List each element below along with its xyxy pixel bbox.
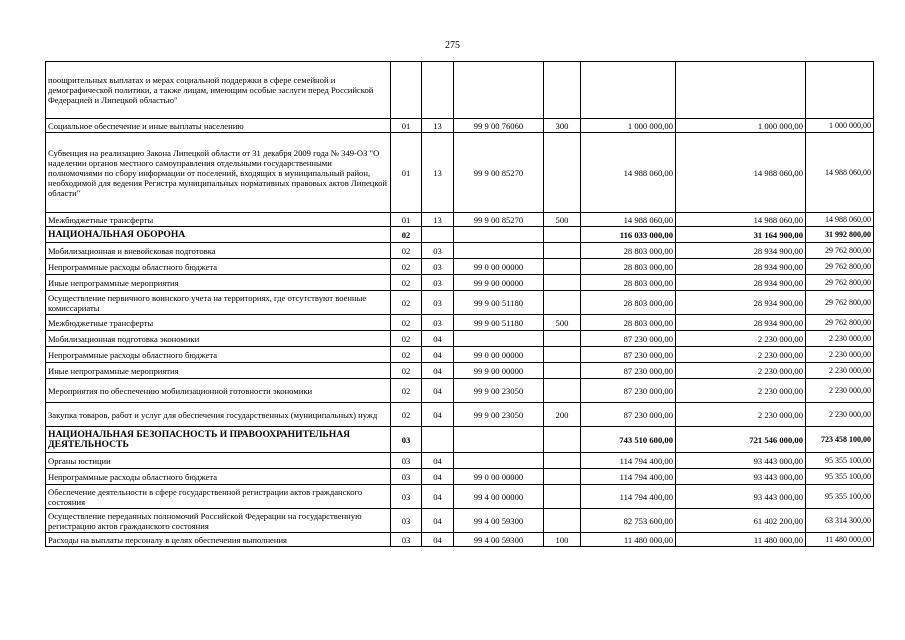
row-section-cell: 02 (391, 379, 422, 403)
table-row (46, 427, 874, 453)
table-row (46, 243, 874, 259)
row-amount-year1-cell: 87 230 000,00 (581, 379, 676, 403)
row-section-cell: 02 (391, 259, 422, 275)
row-expense-type-cell (544, 347, 581, 363)
row-name-cell: Осуществление переданных полномочий Российской Федерации на государственную регистрацию актов гражданского состояния (46, 509, 391, 533)
row-amount-year2-cell: 93 443 000,00 (676, 453, 806, 469)
row-amount-year3-cell: 95 355 100,00 (806, 469, 874, 485)
row-name-cell: НАЦИОНАЛЬНАЯ ОБОРОНА (46, 227, 391, 243)
row-target-article-cell: 99 0 00 00000 (454, 347, 544, 363)
table-row (46, 403, 874, 427)
row-amount-year2-cell: 2 230 000,00 (676, 379, 806, 403)
row-amount-year1-cell: 116 033 000,00 (581, 227, 676, 243)
row-amount-year1-cell: 114 794 400,00 (581, 485, 676, 509)
row-name-cell: Расходы на выплаты персоналу в целях обеспечения выполнения (46, 533, 391, 547)
row-amount-year1-cell: 28 803 000,00 (581, 259, 676, 275)
row-amount-year3-cell: 31 992 800,00 (806, 227, 874, 243)
table-row (46, 347, 874, 363)
row-name-cell: НАЦИОНАЛЬНАЯ БЕЗОПАСНОСТЬ И ПРАВООХРАНИТЕЛЬНАЯ ДЕЯТЕЛЬНОСТЬ (46, 427, 391, 453)
row-amount-year3-cell: 2 230 000,00 (806, 331, 874, 347)
row-amount-year3-cell: 2 230 000,00 (806, 363, 874, 379)
row-amount-year2-cell: 14 988 060,00 (676, 133, 806, 213)
row-subsection-cell: 04 (422, 485, 454, 509)
row-subsection-cell: 03 (422, 291, 454, 315)
row-amount-year2-cell: 93 443 000,00 (676, 469, 806, 485)
row-section-cell: 02 (391, 331, 422, 347)
row-target-article-cell (454, 62, 544, 119)
row-amount-year2-cell: 14 988 060,00 (676, 213, 806, 227)
row-section-cell (391, 62, 422, 119)
row-section-cell: 02 (391, 243, 422, 259)
row-section-cell: 03 (391, 533, 422, 547)
row-subsection-cell: 04 (422, 469, 454, 485)
row-name-cell: Органы юстиции (46, 453, 391, 469)
row-subsection-cell (422, 62, 454, 119)
row-subsection-cell: 04 (422, 403, 454, 427)
row-amount-year2-cell (676, 62, 806, 119)
row-amount-year2-cell: 28 934 900,00 (676, 291, 806, 315)
row-expense-type-cell (544, 275, 581, 291)
row-amount-year3-cell: 95 355 100,00 (806, 453, 874, 469)
table-row (46, 509, 874, 533)
row-expense-type-cell (544, 509, 581, 533)
row-subsection-cell: 04 (422, 533, 454, 547)
row-target-article-cell: 99 9 00 51180 (454, 315, 544, 331)
row-name-cell: Иные непрограммные мероприятия (46, 275, 391, 291)
row-amount-year1-cell: 743 510 600,00 (581, 427, 676, 453)
row-amount-year2-cell: 28 934 900,00 (676, 259, 806, 275)
row-target-article-cell: 99 4 00 59300 (454, 533, 544, 547)
row-expense-type-cell (544, 453, 581, 469)
row-amount-year2-cell: 2 230 000,00 (676, 347, 806, 363)
row-section-cell: 02 (391, 403, 422, 427)
row-target-article-cell (454, 453, 544, 469)
table-row (46, 485, 874, 509)
table-row (46, 133, 874, 213)
table-row (46, 379, 874, 403)
table-row (46, 213, 874, 227)
table-row (46, 469, 874, 485)
row-section-cell: 01 (391, 133, 422, 213)
row-section-cell: 02 (391, 315, 422, 331)
row-amount-year3-cell: 2 230 000,00 (806, 379, 874, 403)
row-subsection-cell (422, 427, 454, 453)
row-subsection-cell: 04 (422, 363, 454, 379)
row-section-cell: 03 (391, 485, 422, 509)
table-row (46, 291, 874, 315)
row-subsection-cell: 04 (422, 331, 454, 347)
row-subsection-cell: 04 (422, 509, 454, 533)
table-row (46, 315, 874, 331)
row-amount-year1-cell: 87 230 000,00 (581, 347, 676, 363)
row-name-cell: Межбюджетные трансферты (46, 315, 391, 331)
row-target-article-cell: 99 4 00 00000 (454, 485, 544, 509)
row-target-article-cell: 99 9 00 85270 (454, 213, 544, 227)
row-amount-year2-cell: 2 230 000,00 (676, 331, 806, 347)
row-amount-year1-cell: 87 230 000,00 (581, 331, 676, 347)
row-name-cell: Непрограммные расходы областного бюджета (46, 259, 391, 275)
row-expense-type-cell: 100 (544, 533, 581, 547)
row-amount-year2-cell: 28 934 900,00 (676, 315, 806, 331)
row-subsection-cell: 03 (422, 275, 454, 291)
row-amount-year2-cell: 11 480 000,00 (676, 533, 806, 547)
row-name-cell: поощрительных выплатах и мерах социальной поддержки в сфере семейной и демографической политики, а также лицам, имеющим особые заслуги перед Российской Федерацией и Липецкой областью" (46, 62, 391, 119)
row-section-cell: 03 (391, 469, 422, 485)
row-amount-year2-cell: 2 230 000,00 (676, 363, 806, 379)
row-target-article-cell (454, 227, 544, 243)
row-name-cell: Закупка товаров, работ и услуг для обеспечения государственных (муниципальных) нужд (46, 403, 391, 427)
row-target-article-cell: 99 9 00 00000 (454, 275, 544, 291)
row-subsection-cell: 13 (422, 133, 454, 213)
row-target-article-cell: 99 9 00 00000 (454, 363, 544, 379)
table-row (46, 453, 874, 469)
row-amount-year3-cell (806, 62, 874, 119)
row-section-cell: 02 (391, 363, 422, 379)
row-expense-type-cell (544, 259, 581, 275)
row-subsection-cell: 04 (422, 347, 454, 363)
row-expense-type-cell (544, 379, 581, 403)
table-row (46, 227, 874, 243)
row-amount-year1-cell: 82 753 600,00 (581, 509, 676, 533)
row-amount-year1-cell: 87 230 000,00 (581, 363, 676, 379)
row-amount-year1-cell: 87 230 000,00 (581, 403, 676, 427)
row-amount-year1-cell: 28 803 000,00 (581, 315, 676, 331)
row-subsection-cell: 03 (422, 259, 454, 275)
row-amount-year1-cell: 114 794 400,00 (581, 453, 676, 469)
row-expense-type-cell (544, 291, 581, 315)
row-name-cell: Мероприятия по обеспечению мобилизационной готовности экономики (46, 379, 391, 403)
row-section-cell: 03 (391, 453, 422, 469)
row-expense-type-cell: 500 (544, 315, 581, 331)
row-expense-type-cell (544, 427, 581, 453)
row-subsection-cell: 13 (422, 119, 454, 133)
row-name-cell: Иные непрограммные мероприятия (46, 363, 391, 379)
row-subsection-cell: 03 (422, 243, 454, 259)
row-target-article-cell: 99 9 00 76060 (454, 119, 544, 133)
row-amount-year1-cell: 28 803 000,00 (581, 291, 676, 315)
row-amount-year3-cell: 14 988 060,00 (806, 133, 874, 213)
row-amount-year3-cell: 29 762 800,00 (806, 291, 874, 315)
row-amount-year2-cell: 28 934 900,00 (676, 275, 806, 291)
row-name-cell: Мобилизационная подготовка экономики (46, 331, 391, 347)
row-expense-type-cell: 300 (544, 119, 581, 133)
row-section-cell: 02 (391, 347, 422, 363)
row-section-cell: 01 (391, 119, 422, 133)
row-expense-type-cell: 500 (544, 213, 581, 227)
row-section-cell: 01 (391, 213, 422, 227)
row-expense-type-cell (544, 363, 581, 379)
row-amount-year1-cell: 11 480 000,00 (581, 533, 676, 547)
row-amount-year2-cell: 1 000 000,00 (676, 119, 806, 133)
row-target-article-cell: 99 0 00 00000 (454, 469, 544, 485)
page-number: 275 (445, 40, 460, 51)
row-subsection-cell: 04 (422, 453, 454, 469)
row-amount-year1-cell: 1 000 000,00 (581, 119, 676, 133)
row-amount-year1-cell: 114 794 400,00 (581, 469, 676, 485)
table-row (46, 259, 874, 275)
row-expense-type-cell (544, 133, 581, 213)
row-target-article-cell (454, 243, 544, 259)
row-section-cell: 02 (391, 275, 422, 291)
row-section-cell: 02 (391, 291, 422, 315)
row-amount-year3-cell: 11 480 000,00 (806, 533, 874, 547)
row-name-cell: Социальное обеспечение и иные выплаты населению (46, 119, 391, 133)
row-amount-year1-cell: 14 988 060,00 (581, 133, 676, 213)
table-row (46, 331, 874, 347)
row-amount-year3-cell: 95 355 100,00 (806, 485, 874, 509)
table-row (46, 363, 874, 379)
row-amount-year1-cell: 28 803 000,00 (581, 243, 676, 259)
row-amount-year3-cell: 63 314 300,00 (806, 509, 874, 533)
row-amount-year1-cell: 28 803 000,00 (581, 275, 676, 291)
row-subsection-cell: 03 (422, 315, 454, 331)
row-expense-type-cell (544, 243, 581, 259)
row-section-cell: 02 (391, 227, 422, 243)
row-expense-type-cell (544, 331, 581, 347)
row-target-article-cell: 99 9 00 23050 (454, 403, 544, 427)
row-subsection-cell: 04 (422, 379, 454, 403)
row-target-article-cell: 99 4 00 59300 (454, 509, 544, 533)
budget-table (45, 61, 874, 547)
row-target-article-cell: 99 0 00 00000 (454, 259, 544, 275)
row-name-cell: Непрограммные расходы областного бюджета (46, 469, 391, 485)
row-amount-year2-cell: 31 164 900,00 (676, 227, 806, 243)
row-expense-type-cell: 200 (544, 403, 581, 427)
row-target-article-cell: 99 9 00 51180 (454, 291, 544, 315)
row-subsection-cell: 13 (422, 213, 454, 227)
row-name-cell: Обеспечение деятельности в сфере государственной регистрации актов гражданского состояния (46, 485, 391, 509)
row-target-article-cell: 99 9 00 23050 (454, 379, 544, 403)
table-row (46, 533, 874, 547)
table-row (46, 119, 874, 133)
row-target-article-cell (454, 331, 544, 347)
row-amount-year2-cell: 61 402 200,00 (676, 509, 806, 533)
row-amount-year3-cell: 14 988 060,00 (806, 213, 874, 227)
row-expense-type-cell (544, 62, 581, 119)
row-amount-year3-cell: 29 762 800,00 (806, 275, 874, 291)
table-row (46, 62, 874, 119)
row-name-cell: Непрограммные расходы областного бюджета (46, 347, 391, 363)
row-amount-year2-cell: 28 934 900,00 (676, 243, 806, 259)
row-expense-type-cell (544, 485, 581, 509)
row-name-cell: Межбюджетные трансферты (46, 213, 391, 227)
row-target-article-cell: 99 9 00 85270 (454, 133, 544, 213)
row-expense-type-cell (544, 227, 581, 243)
row-amount-year2-cell: 93 443 000,00 (676, 485, 806, 509)
row-amount-year3-cell: 29 762 800,00 (806, 259, 874, 275)
row-name-cell: Мобилизационная и вневойсковая подготовка (46, 243, 391, 259)
row-amount-year3-cell: 1 000 000,00 (806, 119, 874, 133)
table-row (46, 275, 874, 291)
row-amount-year2-cell: 721 546 000,00 (676, 427, 806, 453)
row-section-cell: 03 (391, 427, 422, 453)
row-expense-type-cell (544, 469, 581, 485)
row-amount-year3-cell: 2 230 000,00 (806, 347, 874, 363)
row-amount-year3-cell: 2 230 000,00 (806, 403, 874, 427)
row-amount-year3-cell: 723 458 100,00 (806, 427, 874, 453)
row-amount-year2-cell: 2 230 000,00 (676, 403, 806, 427)
row-section-cell: 03 (391, 509, 422, 533)
row-name-cell: Субвенция на реализацию Закона Липецкой области от 31 декабря 2009 года № 349-ОЗ "О наделении органов местного самоуправления отдельными государственными полномочиями по сбору информации от поселений, входящих в муниципальный район, необходимой для ведения Регистра муниципальных нормативных правовых актов Липецкой области" (46, 133, 391, 213)
row-amount-year1-cell: 14 988 060,00 (581, 213, 676, 227)
row-amount-year3-cell: 29 762 800,00 (806, 243, 874, 259)
row-target-article-cell (454, 427, 544, 453)
row-name-cell: Осуществление первичного воинского учета на территориях, где отсутствуют военные комиссариаты (46, 291, 391, 315)
row-amount-year1-cell (581, 62, 676, 119)
row-amount-year3-cell: 29 762 800,00 (806, 315, 874, 331)
row-subsection-cell (422, 227, 454, 243)
